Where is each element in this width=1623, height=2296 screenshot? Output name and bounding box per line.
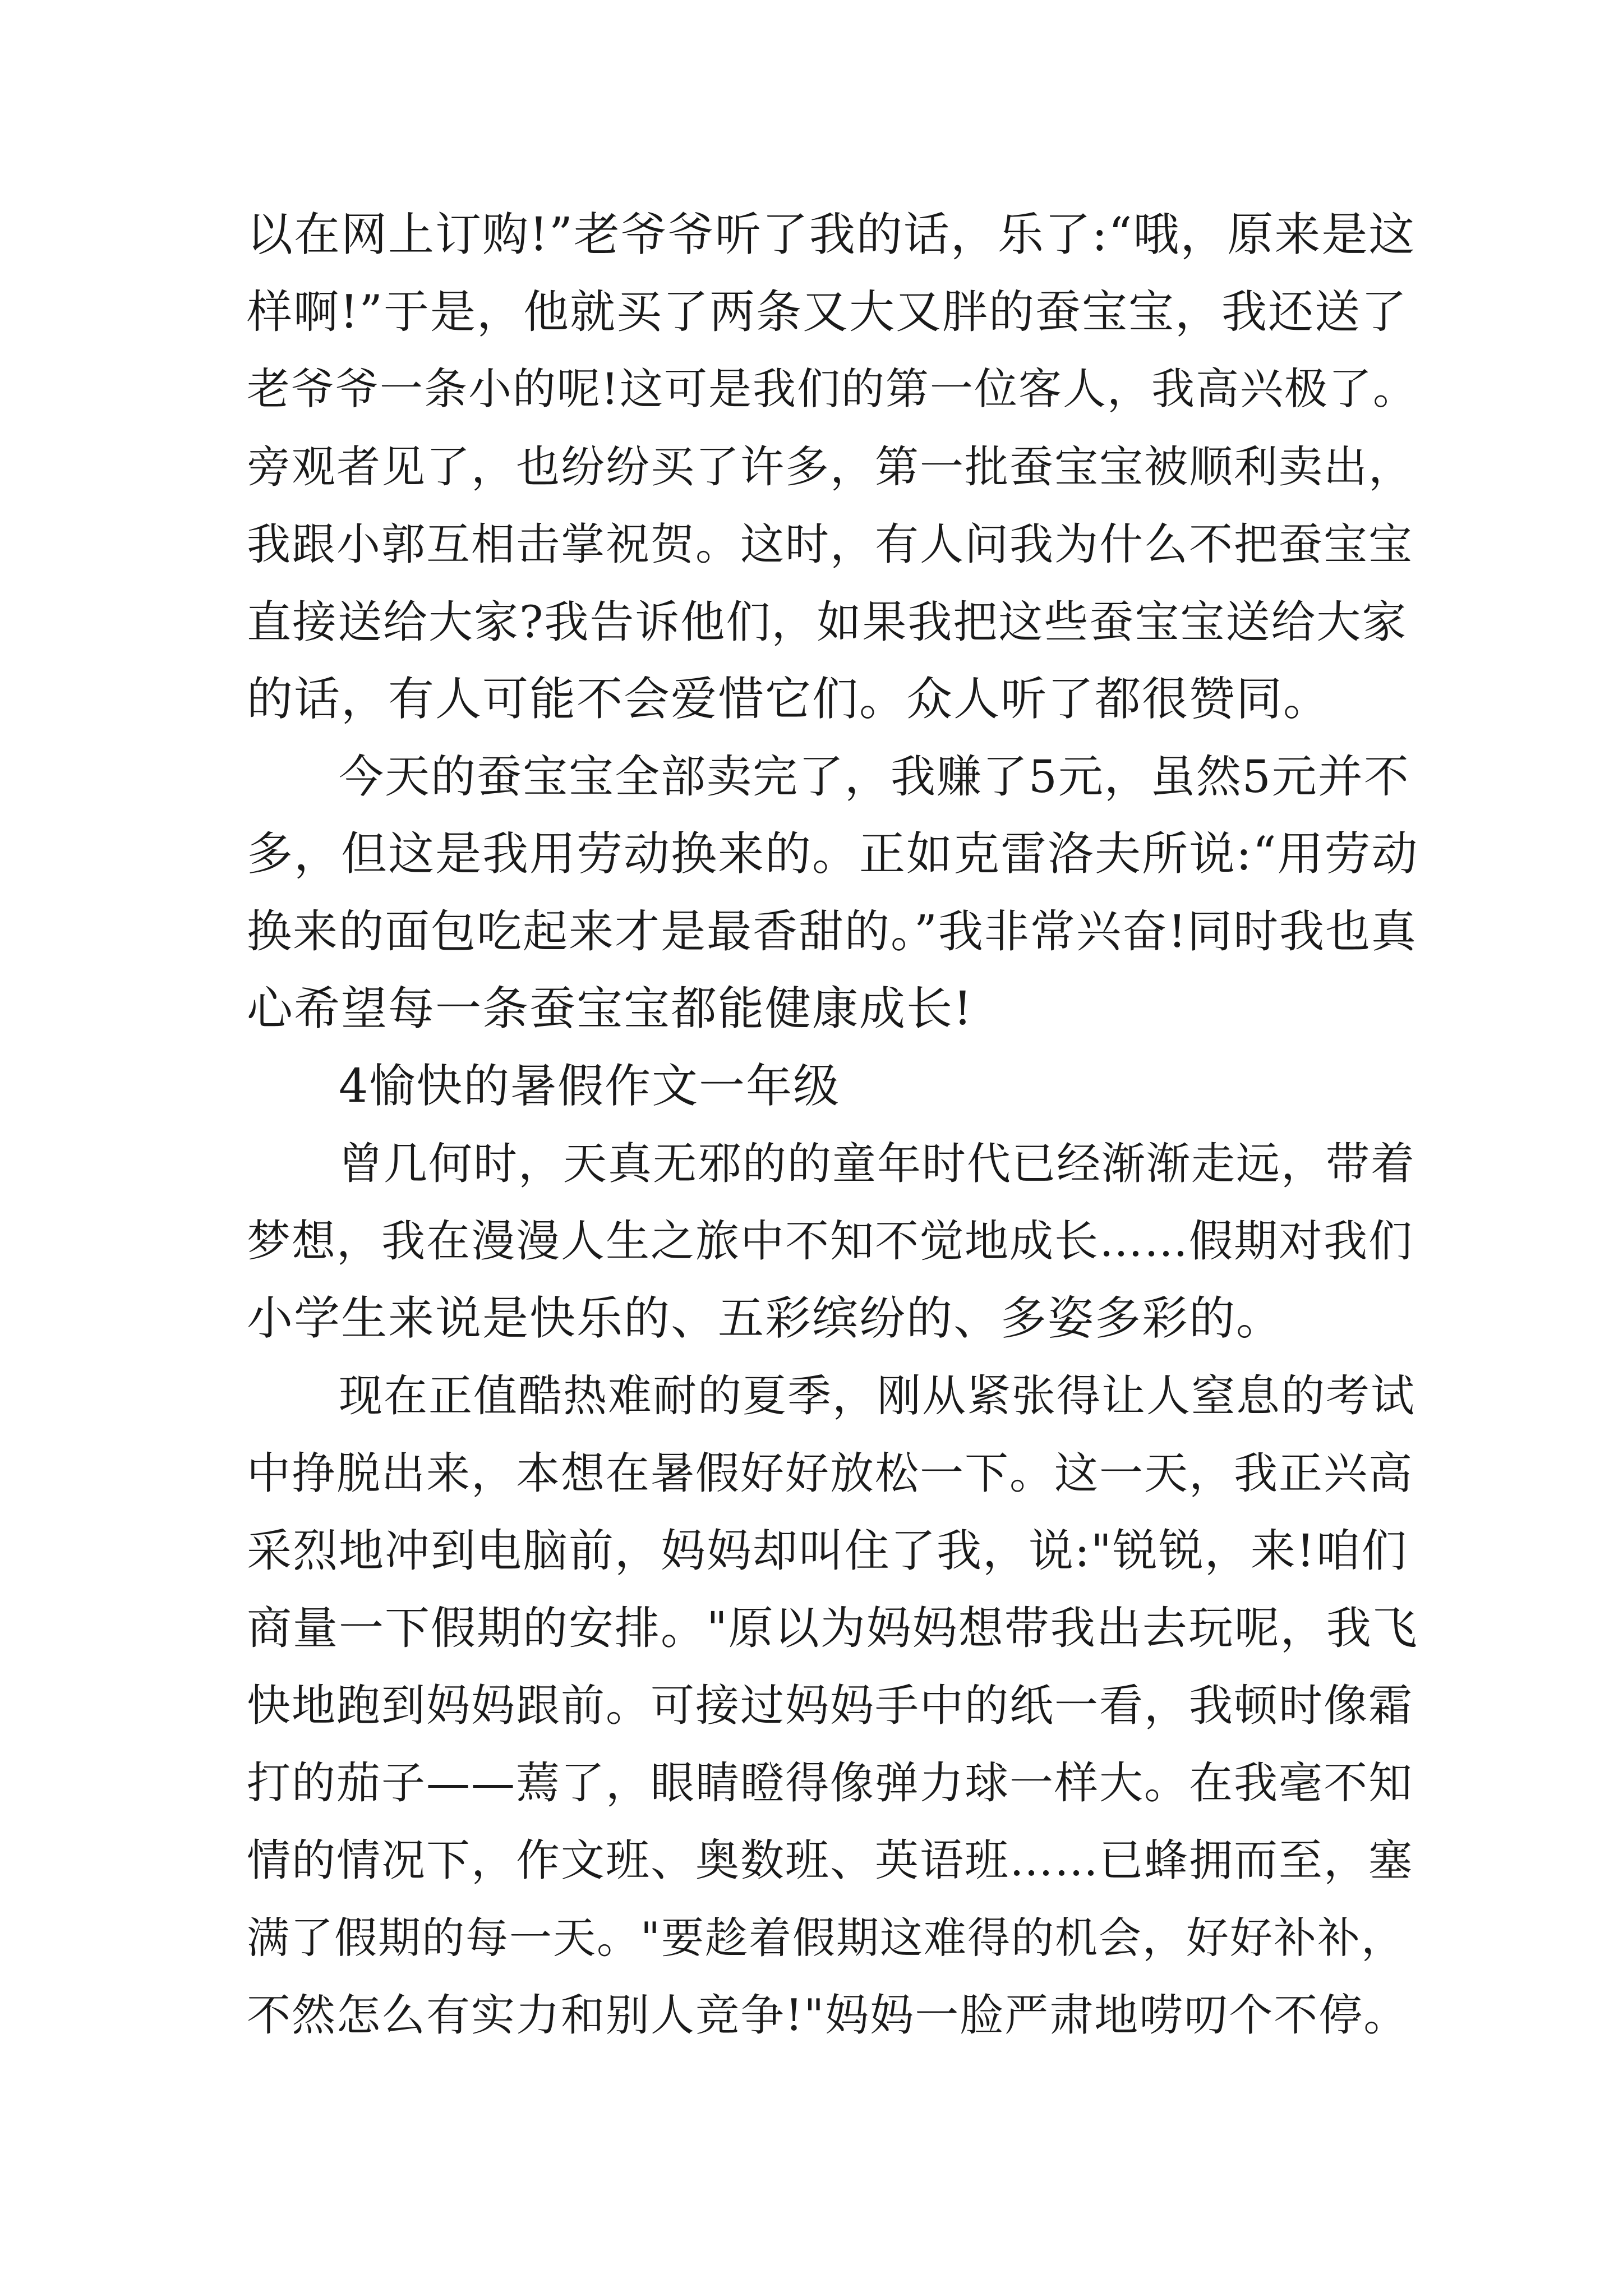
text-line: 打的茄子——蔫了，眼睛瞪得像弹力球一样大。在我毫不知 (247, 1758, 1414, 1809)
text-line: 今天的蚕宝宝全部卖完了，我赚了5元，虽然5元并不 (339, 751, 1410, 803)
text-line: 多，但这是我用劳动换来的。正如克雷洛夫所说:“用劳动 (247, 827, 1419, 881)
text-line: 不然怎么有实力和别人竞争!"妈妈一脸严肃地唠叨个不停。 (247, 1990, 1409, 2041)
text-line: 现在正值酷热难耐的夏季，刚从紧张得让人窒息的考试 (339, 1371, 1416, 1421)
text-line: 中挣脱出来，本想在暑假好好放松一下。这一天，我正兴高 (247, 1448, 1414, 1499)
text-line: 心希望每一条蚕宝宝都能健康成长! (247, 982, 973, 1036)
text-line: 以在网上订购!”老爷爷听了我的话，乐了:“哦，原来是这 (247, 208, 1416, 261)
text-line: 满了假期的每一天。"要趁着假期这难得的机会，好好补补， (247, 1913, 1405, 1963)
text-line: 小学生来说是快乐的、五彩缤纷的、多姿多彩的。 (247, 1292, 1284, 1345)
text-line: 换来的面包吃起来才是最香甜的。”我非常兴奋!同时我也真 (247, 905, 1418, 958)
text-line: 曾几何时，天真无邪的的童年时代已经渐渐走远，带着 (339, 1139, 1416, 1189)
text-line: 快地跑到妈妈跟前。可接过妈妈手中的纸一看，我顿时像霜 (247, 1681, 1414, 1731)
text-line: 样啊!”于是，他就买了两条又大又胖的蚕宝宝，我还送了 (247, 286, 1408, 339)
document-body (247, 196, 1419, 2054)
text-line: 老爷爷一条小的呢!这可是我们的第一位客人，我高兴极了。 (247, 365, 1417, 415)
section-heading: 4愉快的暑假作文一年级 (339, 1060, 841, 1113)
text-line: 直接送给大家?我告诉他们，如果我把这些蚕宝宝送给大家 (247, 596, 1408, 648)
text-line: 旁观者见了，也纷纷买了许多，第一批蚕宝宝被顺利卖出， (247, 442, 1414, 493)
text-line: 采烈地冲到电脑前，妈妈却叫住了我，说:"锐锐，来!咱们 (247, 1525, 1408, 1577)
text-line: 的话，有人可能不会爱惜它们。众人听了都很赞同。 (247, 673, 1331, 726)
text-line: 商量一下假期的安排。"原以为妈妈想带我出去玩呢，我飞 (247, 1602, 1418, 1654)
text-line: 梦想，我在漫漫人生之旅中不知不觉地成长……假期对我们 (247, 1216, 1414, 1267)
text-line: 情的情况下，作文班、奥数班、英语班……已蜂拥而至，塞 (247, 1835, 1414, 1886)
text-line: 我跟小郭互相击掌祝贺。这时，有人问我为什么不把蚕宝宝 (247, 519, 1414, 570)
